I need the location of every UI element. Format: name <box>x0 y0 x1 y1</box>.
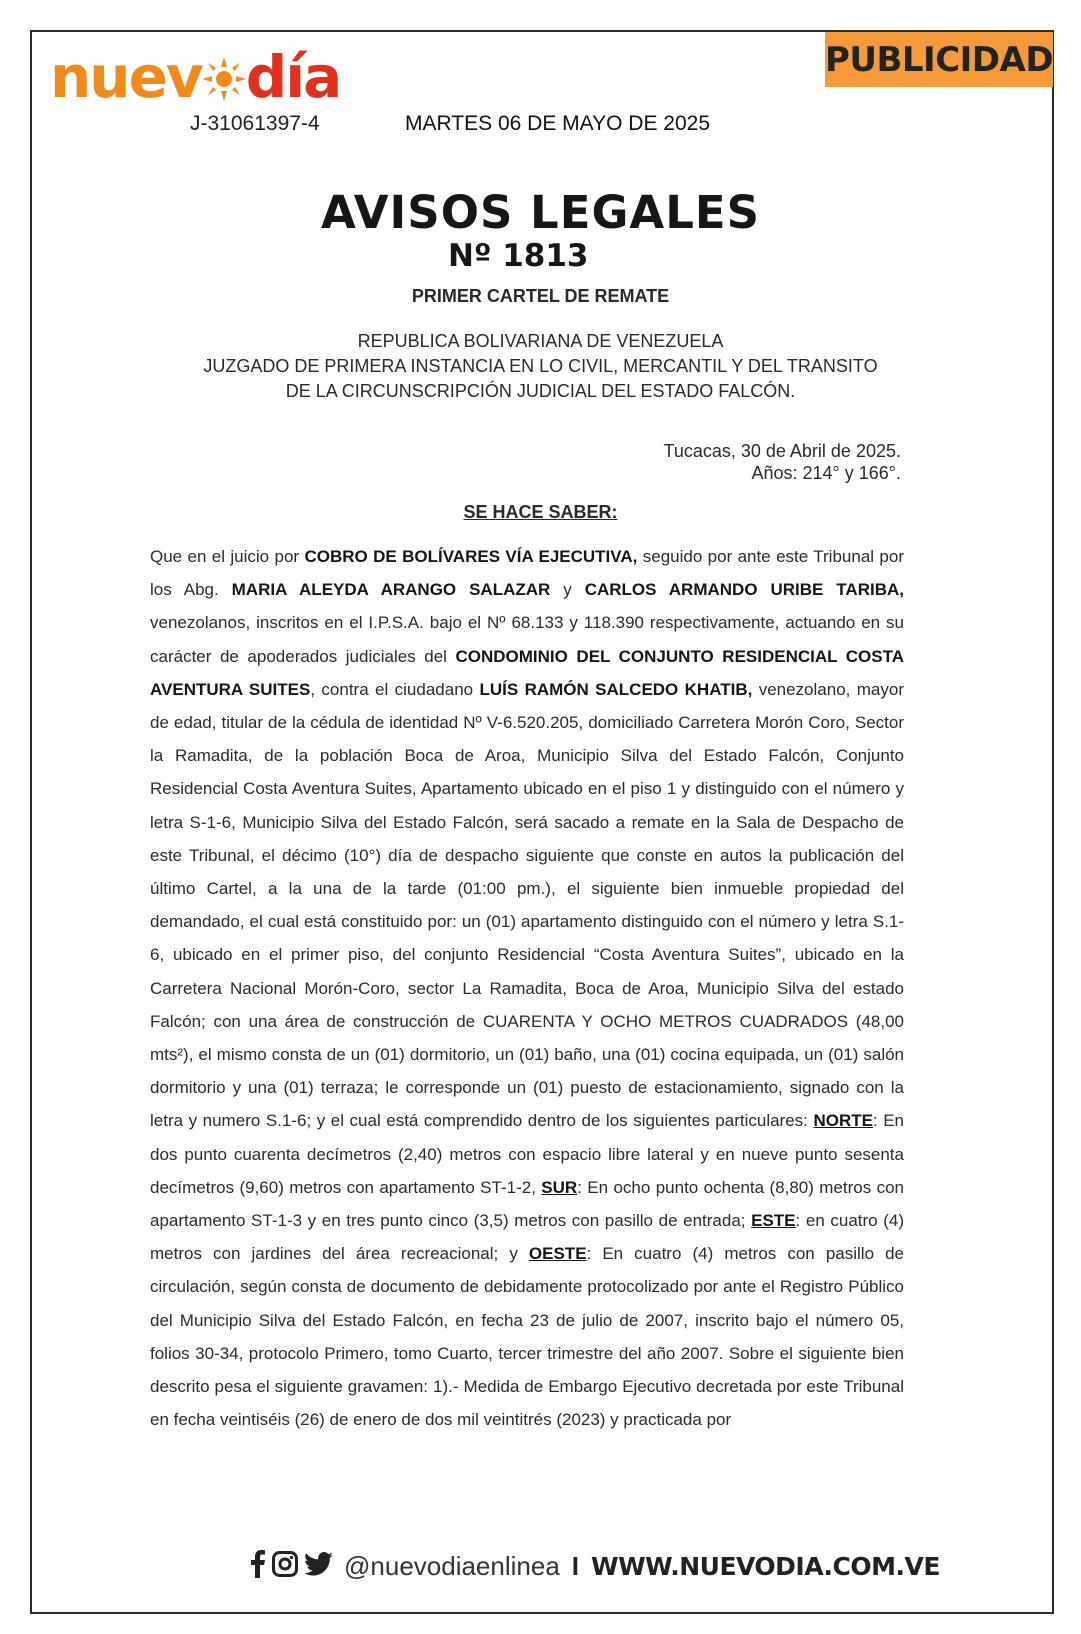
issue-date: MARTES 06 DE MAYO DE 2025 <box>405 112 711 135</box>
body-text-run: seguido por ante este Tribunal por los Abg. <box>150 547 905 600</box>
page-title: AVISOS LEGALES <box>320 186 761 239</box>
sun-icon <box>202 52 246 110</box>
body-text-run: : En dos punto cuarenta decímetros (2,40) metros con espacio libre lateral y en nueve punto sesenta decímetros (9,60) metros con apartamento ST-1-2, <box>150 1111 904 1197</box>
court-line: JUZGADO DE PRIMERA INSTANCIA EN LO CIVIL, MERCANTIL Y DEL TRANSITO <box>203 356 878 376</box>
emphasized-text: ESTE <box>751 1211 796 1231</box>
emphasized-text: COBRO DE BOLÍVARES VÍA EJECUTIVA, <box>304 547 638 566</box>
newspaper-logo <box>50 43 341 111</box>
social-handle[interactable]: @nuevodiaenlinea <box>344 1551 560 1581</box>
court-line: DE LA CIRCUNSCRIPCIÓN JUDICIAL DEL ESTADO FALCÓN. <box>285 381 796 401</box>
notice-subtitle: PRIMER CARTEL DE REMATE <box>411 286 670 306</box>
body-text-run: venezolano, mayor de edad, titular de la cédula de identidad Nº V-6.520.205, domiciliado Carretera Morón Coro, Sector la Ramadita, de la población Boca de Aroa, Municipio Silva del Estado Falcón, Conjunto Residencial Costa Aventura Suites, Apartamento ubicado en el piso 1 y distinguido con el número y letra S-1-6, Municipio Silva del Estado Falcón, será sacado a remate en la Sala de Despacho de este Tribunal, el décimo (10°) día de despacho siguiente que conste en autos la publicación del último Cartel, a la una de la tarde (01:00 pm.), el siguiente bien inmueble propiedad del demandado, el cual está constituido por: un (01) apartamento distinguido con el número y letra S.1-6, ubicado en el primer piso, del conjunto Residencial “Costa Aventura Suites”, ubicado en la Carretera Nacional Morón-Coro, sector La Ramadita, Boca de Aroa, Municipio Silva del estado Falcón; con una área de construcción de CUARENTA Y OCHO METROS CUADRADOS (48,00 mts²), el mismo consta de un (01) dormitorio, un (01) baño, una (01) cocina equipada, un (01) salón dormitorio y una (01) terraza; le corresponde un (01) puesto de estacionamiento, signado con la letra y numero S.1-6; y el cual está comprendido dentro de los siguientes particulares: <box>150 679 904 1131</box>
court-line: REPUBLICA BOLIVARIANA DE VENEZUELA <box>357 331 724 351</box>
logo-text-left: nuev <box>50 43 202 111</box>
rif-number: J-31061397-4 <box>190 112 320 135</box>
body-text-run: : en cuatro (4) metros con jardines del área recreacional; y <box>150 1211 905 1264</box>
place-date-block <box>664 440 902 484</box>
logo-text-right: día <box>245 43 341 111</box>
notice-number: Nº 1813 <box>448 238 589 274</box>
website-link[interactable]: WWW.NUEVODIA.COM.VE <box>591 1552 940 1581</box>
emphasized-text: CARLOS ARMANDO URIBE TARIBA, <box>584 580 904 600</box>
emphasized-text: LUÍS RAMÓN SALCEDO KHATIB, <box>479 679 753 699</box>
notice-body <box>150 540 904 1436</box>
emphasized-text: OESTE <box>528 1244 587 1264</box>
facebook-icon[interactable] <box>250 1550 266 1583</box>
notice-heading: SE HACE SABER: <box>463 502 618 522</box>
body-text-run: venezolanos, inscritos en el I.P.S.A. bajo el Nº 68.133 y 118.390 respectivamente, actuando en su carácter de apoderados judiciales del <box>150 613 904 666</box>
emphasized-text: NORTE <box>813 1111 873 1131</box>
body-text-run: , contra el ciudadano <box>310 679 480 699</box>
emphasized-text: SUR <box>541 1177 578 1197</box>
body-text-run: : En ocho punto ochenta (8,80) metros con apartamento ST-1-3 y en tres punto cinco (3,5) metros con pasillo de entrada; <box>150 1177 904 1231</box>
place-date: Tucacas, 30 de Abril de 2025. <box>663 441 901 461</box>
emphasized-text: CONDOMINIO DEL CONJUNTO RESIDENCIAL COSTA AVENTURA SUITES <box>150 646 905 699</box>
body-text-run: y <box>550 580 585 600</box>
court-heading <box>0 329 1081 404</box>
publicidad-badge: PUBLICIDAD <box>825 32 1053 87</box>
body-text-run: Que en el juicio por <box>150 547 305 566</box>
instagram-icon[interactable] <box>272 1551 298 1582</box>
footer <box>250 1550 940 1583</box>
body-text-run: : En cuatro (4) metros con pasillo de circulación, según consta de documento de debidamente protocolizado por ante el Registro Público del Municipio Silva del Estado Falcón, en fecha 23 de julio de 2007, inscrito bajo el número 05, folios 30-34, protocolo Primero, tomo Cuarto, tercer trimestre del año 2007. Sobre el siguiente bien descrito pesa el siguiente gravamen: 1).- Medida de Embargo Ejecutivo decretada por este Tribunal en fecha veintiséis (26) de enero de dos mil veintitrés (2023) y practicada por <box>150 1244 905 1430</box>
footer-separator: I <box>571 1551 580 1581</box>
twitter-icon[interactable] <box>304 1552 334 1581</box>
years-line: Años: 214° y 166°. <box>751 463 901 483</box>
emphasized-text: MARIA ALEYDA ARANGO SALAZAR <box>231 580 551 600</box>
